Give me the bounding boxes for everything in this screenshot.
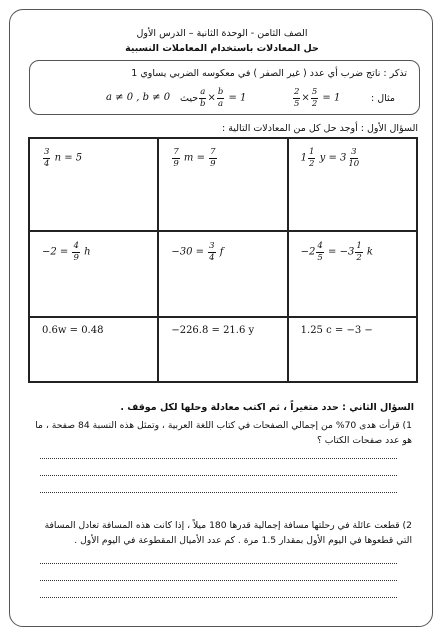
equation-cell [158,138,287,231]
equation-cell [288,231,417,317]
answer-line[interactable] [40,597,397,598]
example-equation: $\frac{2}{5}$ × $\frac{5}{2}$ = 1 [294,87,341,109]
word-problem-1: 1) قرأت هدى 70% من إجمالي الصفحات في كتاب اللغة العربية ، وتمثل هذه النسبة 84 صفحة ، ما هو عدد صفحات الكتاب ؟ [35,420,412,446]
question1-title: السؤال الأول : أوجد حل كل من المعادلات التالية : [221,123,418,134]
answer-line[interactable] [40,475,397,476]
equation-cell [158,317,287,382]
equation-4: −2 = $\frac{4}{9}$ h [42,241,91,263]
answer-line[interactable] [40,563,397,564]
equation-1: $\frac{3}{4}$ n = 5 [44,147,83,169]
lesson-header: الصف الثامن - الوحدة الثانية – الدرس الأول [136,28,308,39]
answer-line[interactable] [40,580,397,581]
equation-cell [29,138,158,231]
property-equation: $\frac{a}{b}$ × $\frac{b}{a}$ = 1 [200,87,247,109]
equation-2: $\frac{7}{9}$ m = $\frac{7}{9}$ [173,147,216,169]
equation-7: 0.6w = 0.48 [42,325,104,336]
property-label: حيث [180,93,199,104]
equation-9: 1.25 c = −3 − [300,325,373,336]
equation-5: −30 = $\frac{3}{4}$ f [171,241,224,263]
equation-cell [29,231,158,317]
equation-cell [288,138,417,231]
answer-line[interactable] [40,458,397,459]
example-label: مثال : [371,93,395,104]
equation-8: −226.8 = 21.6 y [171,325,255,336]
reminder-box [29,60,420,115]
equation-cell [158,231,287,317]
question2-title: السؤال الثاني : حدد متغيراً ، ثم اكتب معادلة وحلها لكل موقف . [120,402,414,413]
word-problem-2: 2) قطعت عائلة في رحلتها مسافة إجمالية قدرها 180 ميلاً ، إذا كانت هذه المسافة تعادل المسافة التي قطعوها في اليوم الأول بمقدار 1.5 مرة . كم عدد الأميال المقطوعة في اليوم الأول . [44,520,412,546]
equations-grid [28,137,418,383]
equation-3: 1 $\frac{1}{2}$ y = 3 $\frac{3}{10}$ [300,147,360,169]
equation-cell [288,317,417,382]
lesson-title: حل المعادلات باستخدام المعاملات النسبية [125,43,319,54]
reminder-text: تذكر : ناتج ضرب أي عدد ( غير الصفر ) في معكوسه الضربي يساوي 1 [131,68,407,79]
equation-cell [29,317,158,382]
property-condition: a ≠ 0 , b ≠ 0 [106,92,171,103]
reminder-examples [30,88,419,108]
equation-6: −2 $\frac{4}{5}$ = −3 $\frac{1}{2}$ k [300,241,373,263]
answer-line[interactable] [40,492,397,493]
